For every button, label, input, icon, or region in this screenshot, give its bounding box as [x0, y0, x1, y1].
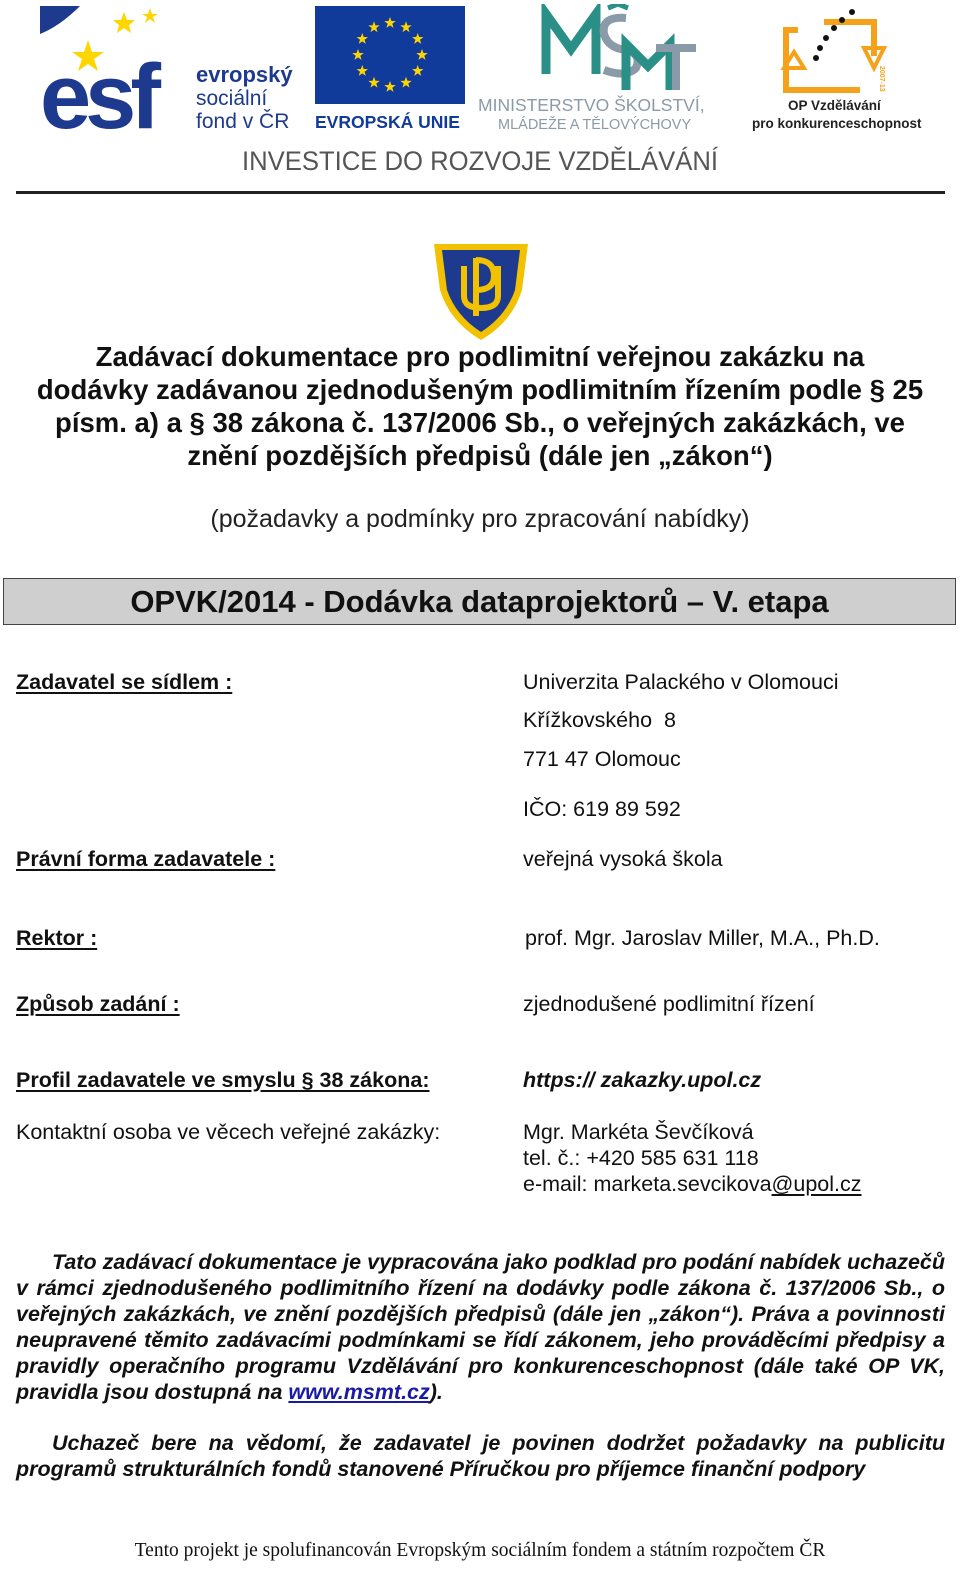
- title-line: Zadávací dokumentace pro podlimitní veřejnou zakázku na: [95, 341, 865, 372]
- svg-text:2007-13: 2007-13: [878, 66, 885, 92]
- legal-form-label: Právní forma zadavatele :: [16, 847, 276, 871]
- contact-name: Mgr. Markéta Ševčíková: [523, 1120, 754, 1144]
- svg-text:MLÁDEŽE A TĚLOVÝCHOVY: MLÁDEŽE A TĚLOVÝCHOVY: [498, 117, 692, 132]
- award-method-label: Způsob zadání :: [16, 992, 180, 1016]
- university-emblem-icon: [432, 238, 530, 342]
- header-divider: [16, 191, 945, 194]
- esf-logo: [40, 6, 302, 132]
- document-title: [10, 340, 950, 472]
- logo-header: [0, 0, 960, 200]
- intro-paragraph-text: Tato zadávací dokumentace je vypracována jako podklad pro podání nabídek uchazečů v rámci zjednodušeného podlimitního řízení na dodávky podle zákona č. 137/2006 Sb., o veřejných zakázkách, ve znění pozdějších předpisů (dále jen „zákon“). Práva a povinnosti neupravené těmito zadávacími podmínkami se řídí zákonem, jeho prováděcími předpisy a pravidly operačního programu Vzdělávání pro konkurenceschopnost (dále také OP VK, pravidla jsou dostupná na: [16, 1250, 945, 1404]
- svg-text:pro konkurenceschopnost: pro konkurenceschopnost: [752, 116, 922, 131]
- title-line: znění pozdějších předpisů (dále jen „zákon“): [187, 440, 773, 471]
- award-method-value: zjednodušené podlimitní řízení: [523, 992, 815, 1016]
- svg-text:sociální: sociální: [196, 87, 268, 110]
- contact-email-domain: @upol.cz: [771, 1172, 862, 1196]
- publicity-paragraph-text: Uchazeč bere na vědomí, že zadavatel je povinen dodržet požadavky na publicitu programů strukturálních fondů stanovené Příručkou pro příjemce finanční podpory: [16, 1431, 945, 1481]
- op-vk-logo: [750, 6, 922, 134]
- ico-value: IČO: 619 89 592: [523, 797, 681, 821]
- intro-paragraph-end: ).: [429, 1380, 443, 1404]
- svg-text:evropský: evropský: [196, 62, 293, 87]
- contact-person-label: Kontaktní osoba ve věcech veřejné zakázky:: [16, 1120, 441, 1144]
- buyer-profile-link[interactable]: https:// zakazky.upol.cz: [523, 1068, 762, 1092]
- investment-tagline: INVESTICE DO ROZVOJE VZDĚLÁVÁNÍ: [241, 146, 719, 176]
- tender-banner: OPVK/2014 - Dodávka dataprojektorů – V. etapa: [3, 578, 956, 625]
- contact-phone: tel. č.: +420 585 631 118: [523, 1146, 759, 1170]
- seat-label: Zadavatel se sídlem :: [16, 670, 233, 694]
- title-line: dodávky zadávanou zjednodušeným podlimitním řízením podle § 25: [36, 374, 924, 405]
- legal-form-value: veřejná vysoká škola: [523, 847, 723, 871]
- seat-city: 771 47 Olomouc: [523, 747, 681, 771]
- svg-text:OP Vzdělávání: OP Vzdělávání: [788, 98, 881, 113]
- esf-mark: esf: [40, 46, 155, 132]
- rector-value: prof. Mgr. Jaroslav Miller, M.A., Ph.D.: [525, 926, 880, 950]
- seat-street: Křížkovského 8: [523, 708, 676, 732]
- msmt-logo: [476, 4, 740, 132]
- svg-text:fond v ČR: fond v ČR: [196, 110, 290, 132]
- title-line: písm. a) a § 38 zákona č. 137/2006 Sb., o veřejných zakázkách, ve: [55, 407, 905, 438]
- rector-label: Rektor :: [16, 926, 98, 950]
- seat-name: Univerzita Palackého v Olomouci: [523, 670, 839, 694]
- buyer-profile-label: Profil zadavatele ve smyslu § 38 zákona:: [16, 1068, 430, 1092]
- eu-flag-logo: [315, 6, 465, 130]
- document-subtitle: (požadavky a podmínky pro zpracování nabídky): [210, 505, 750, 533]
- svg-text:MINISTERSTVO ŠKOLSTVÍ,: MINISTERSTVO ŠKOLSTVÍ,: [478, 95, 705, 115]
- contact-email[interactable]: [523, 1172, 861, 1197]
- intro-paragraph: [16, 1249, 945, 1405]
- msmt-link[interactable]: www.msmt.cz: [288, 1380, 430, 1404]
- page-footer: Tento projekt je spolufinancován Evropským sociálním fondem a státním rozpočtem ČR: [134, 1540, 826, 1561]
- contact-email-prefix: e-mail: marketa.sevcikova: [523, 1172, 772, 1196]
- svg-text:EVROPSKÁ UNIE: EVROPSKÁ UNIE: [315, 112, 460, 130]
- publicity-paragraph: [16, 1430, 945, 1482]
